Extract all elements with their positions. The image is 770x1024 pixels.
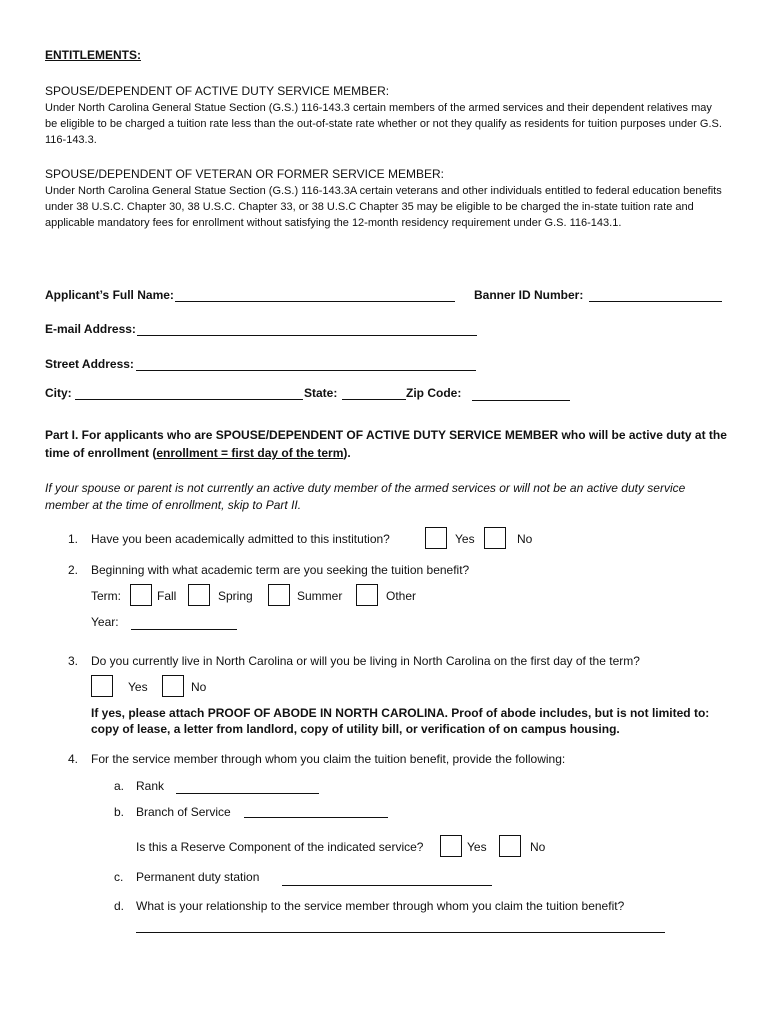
term-summer-label: Summer	[297, 589, 343, 603]
duty-station-field[interactable]	[282, 885, 492, 886]
q3-proof-note-line1: If yes, please attach PROOF OF ABODE IN NORTH CAROLINA. Proof of abode includes, but is not limited to:	[91, 706, 710, 720]
year-field[interactable]	[131, 629, 237, 630]
part1-heading-line2: time of enrollment (enrollment = first day of the term).	[45, 446, 351, 460]
term-fall-checkbox[interactable]	[130, 584, 152, 606]
banner-id-field[interactable]	[589, 301, 722, 302]
q4-number: 4.	[68, 752, 79, 766]
q1-number: 1.	[68, 532, 79, 546]
q4d-letter: d.	[114, 899, 125, 913]
term-other-checkbox[interactable]	[356, 584, 378, 606]
q2-text: Beginning with what academic term are you seeking the tuition benefit?	[91, 563, 470, 577]
q4-text: For the service member through whom you claim the tuition benefit, provide the following:	[91, 752, 566, 766]
q3-yes-checkbox[interactable]	[91, 675, 113, 697]
branch-label: Branch of Service	[136, 805, 231, 819]
q3-text: Do you currently live in North Carolina or will you be living in North Carolina on the first day of the term?	[91, 654, 640, 668]
street-label: Street Address:	[45, 357, 134, 371]
term-spring-label: Spring	[218, 589, 253, 603]
veteran-body: Under North Carolina General Statue Section (G.S.) 116-143.3A certain veterans and other individuals entitled to federal education benefits under 38 U.S.C. Chapter 30, 38 U.S.C. Chapter 33, or 38 U.S.C Chapter 35 may be eligible to be charged the in-state tuition rate and applicable mandatory fees for enrollment without satisfying the 12-month residency requirement under G.S. 116-143.1.	[45, 185, 722, 229]
email-field[interactable]	[137, 335, 477, 336]
relationship-field[interactable]	[136, 932, 665, 933]
city-label: City:	[45, 386, 72, 400]
q1-text: Have you been academically admitted to this institution?	[91, 532, 390, 546]
q3-no-label: No	[191, 680, 207, 694]
state-label: State:	[304, 386, 338, 400]
state-field[interactable]	[342, 399, 406, 400]
full-name-field[interactable]	[175, 301, 455, 302]
rank-field[interactable]	[176, 793, 319, 794]
part1-heading: Part I. For applicants who are SPOUSE/DEPENDENT OF ACTIVE DUTY SERVICE MEMBER who will be active duty at the	[45, 428, 727, 442]
duty-station-label: Permanent duty station	[136, 870, 260, 884]
q1-yes-label: Yes	[455, 532, 475, 546]
part1-skip-note: If your spouse or parent is not currently an active duty member of the armed services or will not be an active duty service member at the time of enrollment, skip to Part II.	[45, 481, 686, 512]
street-field[interactable]	[136, 370, 476, 371]
banner-id-label: Banner ID Number:	[474, 288, 584, 302]
q3-no-checkbox[interactable]	[162, 675, 184, 697]
reserve-no-label: No	[530, 840, 546, 854]
active-duty-body: Under North Carolina General Statue Section (G.S.) 116-143.3 certain members of the armed services and their dependent relatives may be eligible to be charged a tuition rate less than the out-of-state rate whether or not they qualify as residents for tuition purposes under G.S. 116-143.3.	[45, 102, 722, 146]
q3-number: 3.	[68, 654, 79, 668]
q3-yes-label: Yes	[128, 680, 148, 694]
q1-yes-checkbox[interactable]	[425, 527, 447, 549]
q3-proof-note-line2: copy of lease, a letter from landlord, copy of utility bill, or verification of on campus housing.	[91, 722, 620, 736]
branch-field[interactable]	[244, 817, 388, 818]
term-other-label: Other	[386, 589, 417, 603]
q1-no-checkbox[interactable]	[484, 527, 506, 549]
veteran-heading: SPOUSE/DEPENDENT OF VETERAN OR FORMER SERVICE MEMBER:	[45, 167, 444, 181]
rank-label: Rank	[136, 779, 165, 793]
q1-no-label: No	[517, 532, 533, 546]
reserve-no-checkbox[interactable]	[499, 835, 521, 857]
reserve-yes-checkbox[interactable]	[440, 835, 462, 857]
term-label: Term:	[91, 589, 121, 603]
term-fall-label: Fall	[157, 589, 177, 603]
zip-label: Zip Code:	[406, 386, 462, 400]
term-summer-checkbox[interactable]	[268, 584, 290, 606]
enrollment-definition: enrollment = first day of the term	[156, 446, 344, 460]
q4c-letter: c.	[114, 870, 124, 884]
term-spring-checkbox[interactable]	[188, 584, 210, 606]
full-name-label: Applicant’s Full Name:	[45, 288, 174, 302]
q4a-letter: a.	[114, 779, 125, 793]
city-field[interactable]	[75, 399, 303, 400]
q2-number: 2.	[68, 563, 79, 577]
active-duty-heading: SPOUSE/DEPENDENT OF ACTIVE DUTY SERVICE MEMBER:	[45, 84, 390, 98]
page-title: ENTITLEMENTS:	[45, 48, 141, 62]
year-label: Year:	[91, 615, 119, 629]
relationship-question: What is your relationship to the service member through whom you claim the tuition benefit?	[136, 899, 625, 913]
zip-field[interactable]	[472, 400, 570, 401]
reserve-question: Is this a Reserve Component of the indicated service?	[136, 840, 424, 854]
reserve-yes-label: Yes	[467, 840, 487, 854]
q4b-letter: b.	[114, 805, 125, 819]
email-label: E-mail Address:	[45, 322, 136, 336]
